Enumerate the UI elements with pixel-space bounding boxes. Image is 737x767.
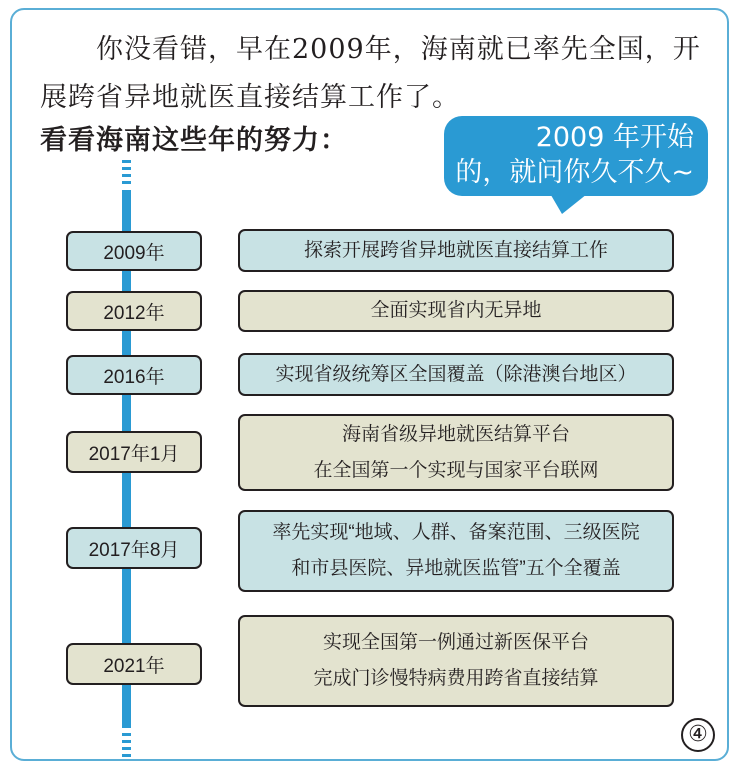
timeline-event-2017-aug bbox=[238, 510, 674, 592]
axis-dash bbox=[122, 740, 131, 743]
timeline-event-2012 bbox=[238, 290, 674, 332]
timeline-event-2009 bbox=[238, 229, 674, 272]
timeline-year-2016: 2016年 bbox=[66, 355, 202, 395]
event-line: 在全国第一个实现与国家平台联网 bbox=[313, 459, 599, 481]
timeline-year-2017-jan: 2017年1月 bbox=[66, 431, 202, 473]
bubble-line-2: 的，就问你久不久~ bbox=[455, 157, 694, 188]
event-line: 完成门诊慢特病费用跨省直接结算 bbox=[313, 668, 599, 689]
axis-dash bbox=[122, 754, 131, 757]
event-line: 实现全国第一例通过新医保平台 bbox=[322, 632, 589, 653]
axis-dash bbox=[122, 167, 131, 170]
section-heading: 看看海南这些年的努力： bbox=[40, 125, 348, 156]
bubble-line-1: 2009 年开始 bbox=[535, 122, 694, 153]
timeline-year-2017-aug: 2017年8月 bbox=[66, 527, 202, 569]
event-line: 探索开展跨省异地就医直接结算工作 bbox=[303, 239, 608, 261]
event-line: 全面实现省内无异地 bbox=[370, 300, 542, 321]
event-line: 海南省级异地就医结算平台 bbox=[341, 423, 570, 445]
timeline-event-2016 bbox=[238, 353, 674, 396]
axis-dash bbox=[122, 181, 131, 184]
speech-bubble-tail bbox=[548, 190, 598, 216]
intro-paragraph: 你没看错，早在2009年，海南就已率先全国，开展跨省异地就医直接结算工作了。 bbox=[40, 34, 701, 113]
axis-dash bbox=[122, 733, 131, 736]
axis-dash bbox=[122, 747, 131, 750]
event-line: 实现省级统筹区全国覆盖（除港澳台地区） bbox=[275, 363, 637, 385]
speech-bubble bbox=[444, 116, 708, 196]
timeline-year-2009: 2009年 bbox=[66, 231, 202, 271]
axis-dash bbox=[122, 160, 131, 163]
event-line: 率先实现“地域、人群、备案范围、三级医院 bbox=[272, 522, 640, 543]
timeline-event-2017-jan bbox=[238, 414, 674, 491]
event-line: 和市县医院、异地就医监管”五个全覆盖 bbox=[291, 558, 621, 579]
page-number-badge: ④ bbox=[681, 718, 715, 752]
axis-dash bbox=[122, 174, 131, 177]
timeline-event-2021 bbox=[238, 615, 674, 707]
timeline-year-2021: 2021年 bbox=[66, 643, 202, 685]
timeline-year-2012: 2012年 bbox=[66, 291, 202, 331]
